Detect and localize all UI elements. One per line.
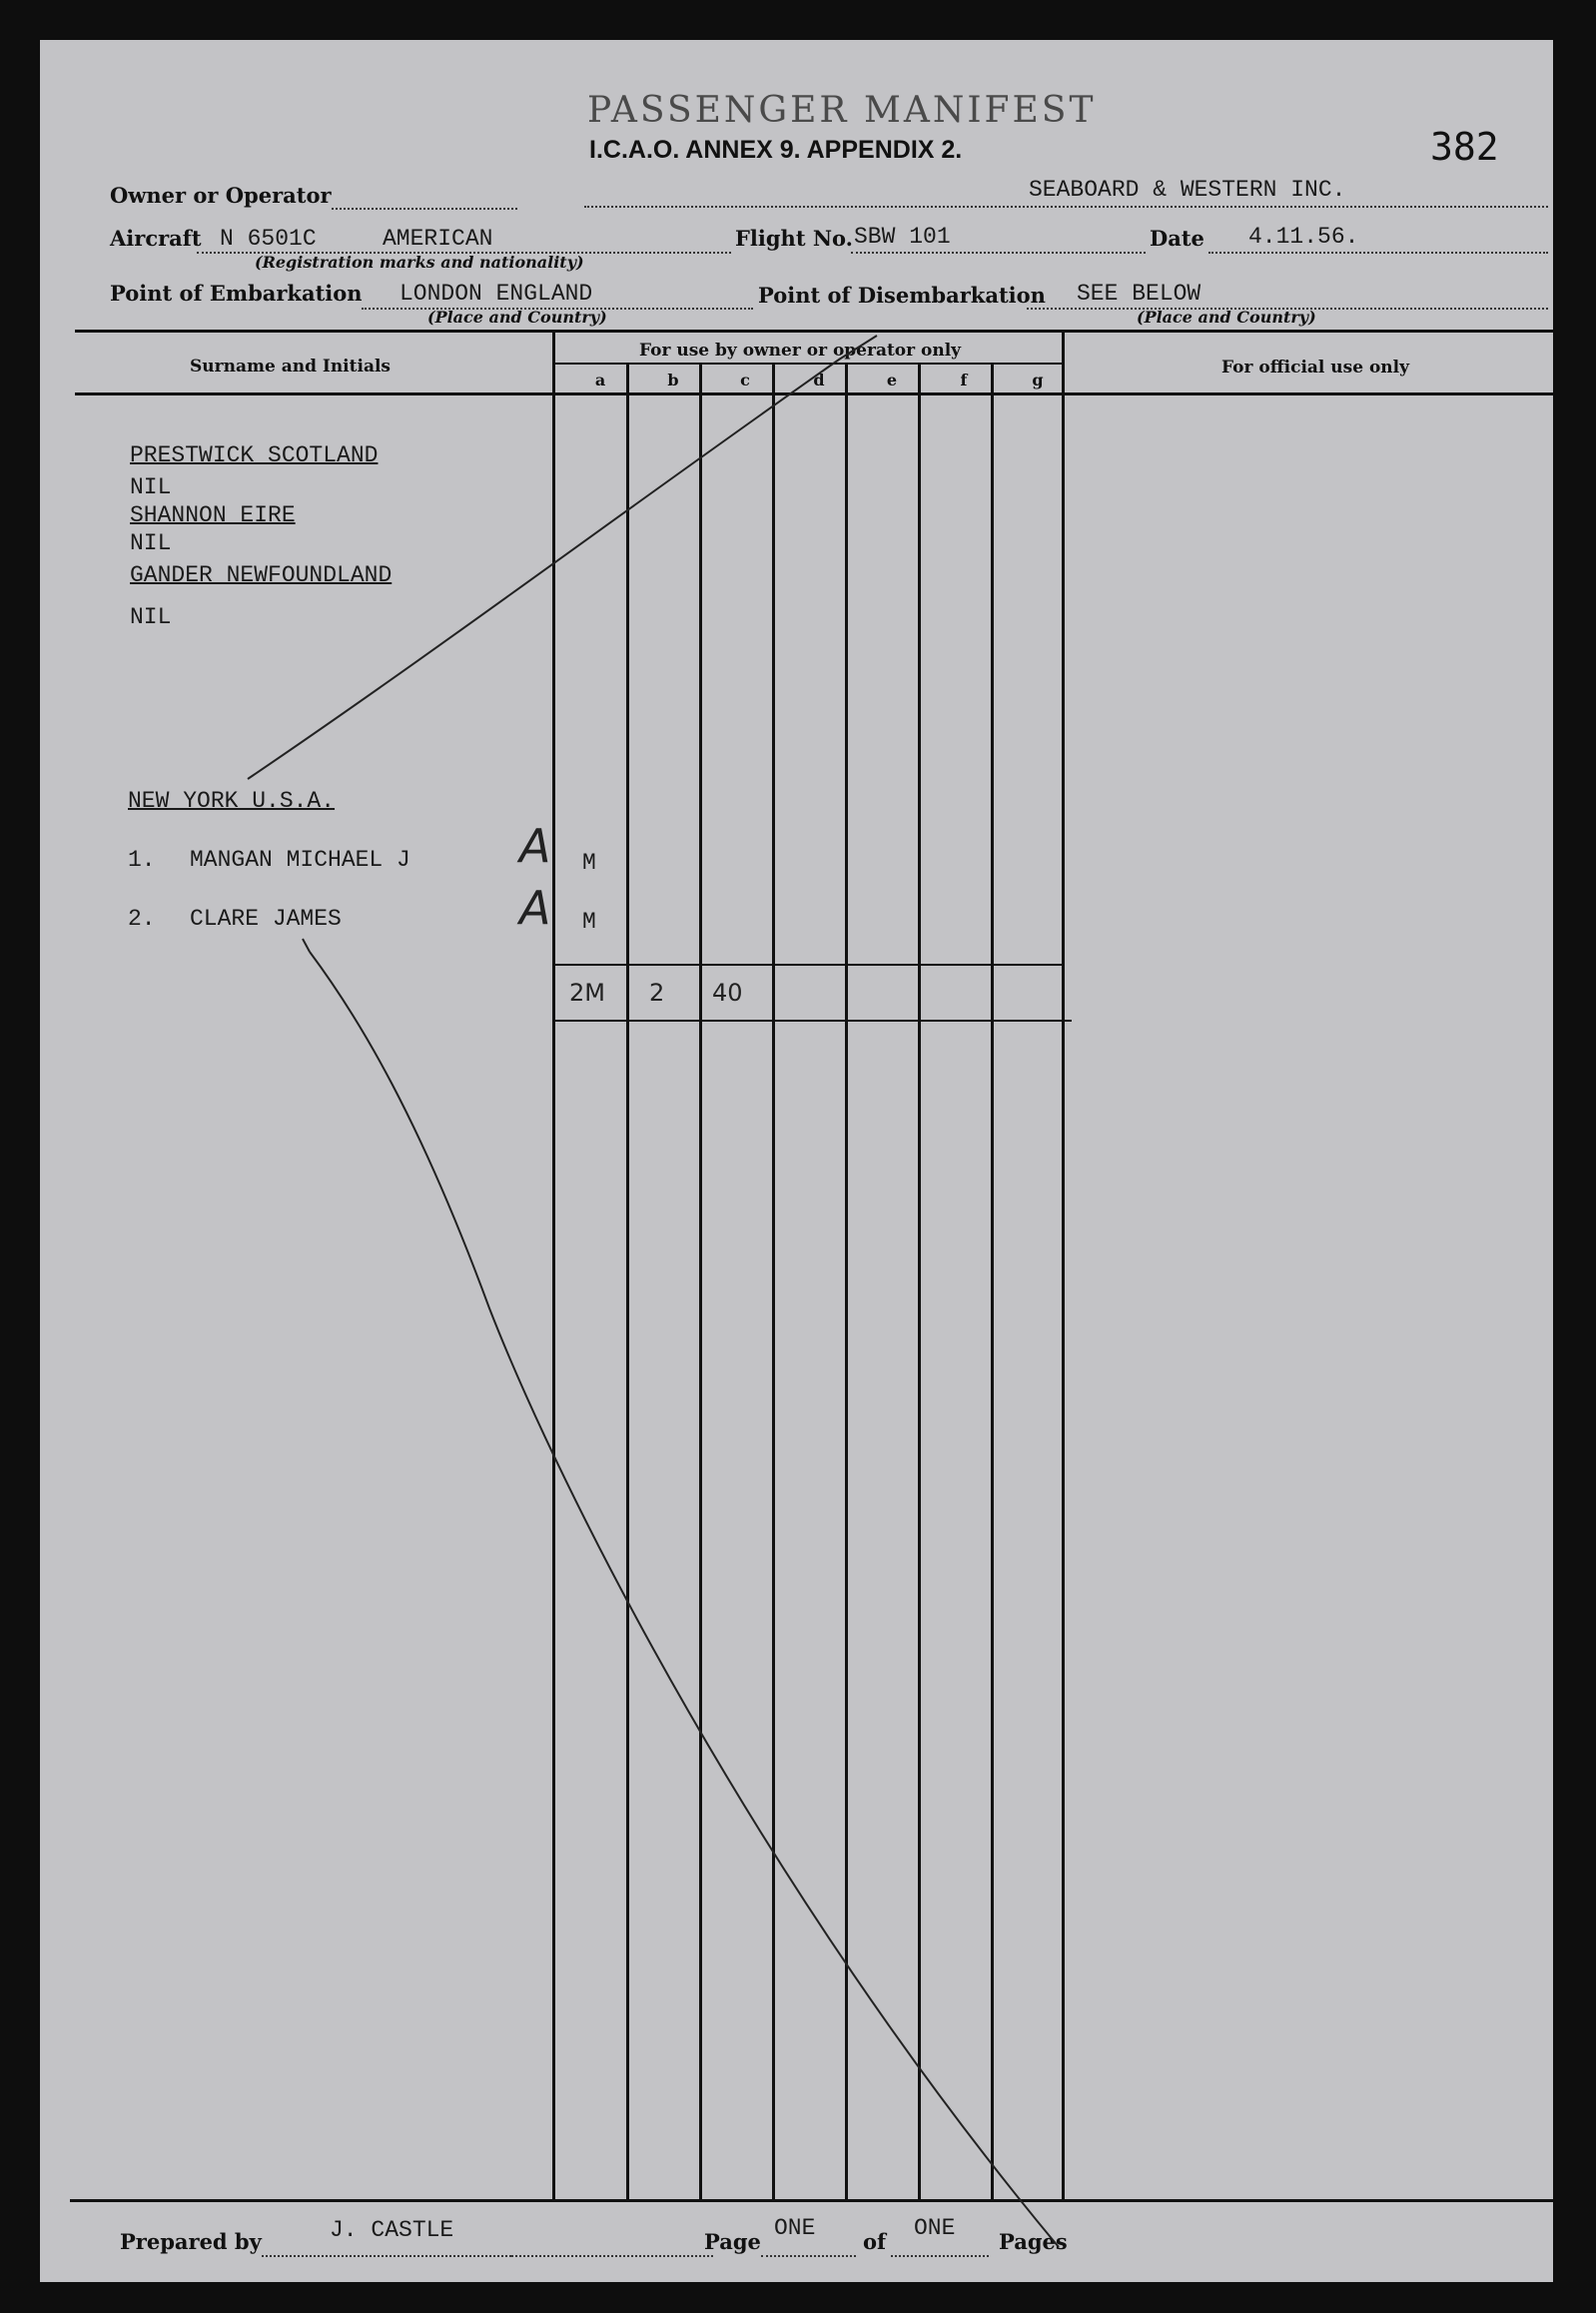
disembarkation-label: Point of Disembarkation [758, 283, 1046, 308]
passenger-1-index: 1. [128, 847, 156, 873]
official-use-header: For official use only [1221, 358, 1410, 378]
column-c-header: c [740, 371, 750, 389]
disembarkation-caption: (Place and Country) [1137, 308, 1316, 327]
of-value: ONE [914, 2215, 956, 2241]
total-col-b: 2 [649, 979, 665, 1007]
passenger-2-handwritten-mark: A [519, 881, 551, 935]
surname-header: Surname and Initials [190, 357, 391, 377]
stop-place-1: PRESTWICK SCOTLAND [130, 442, 379, 468]
aircraft-label: Aircraft [110, 226, 202, 251]
column-b-header: b [667, 371, 679, 389]
passenger-1-handwritten-mark: A [519, 819, 551, 873]
column-g-header: g [1032, 371, 1044, 389]
embarkation-caption: (Place and Country) [427, 308, 607, 327]
owner-use-header: For use by owner or operator only [639, 341, 962, 361]
passenger-2-name: CLARE JAMES [190, 906, 342, 932]
stop-place-3: GANDER NEWFOUNDLAND [130, 562, 393, 588]
passenger-1-name: MANGAN MICHAEL J [190, 847, 410, 873]
manifest-sheet [40, 40, 1553, 2282]
stop-status-3: NIL [130, 604, 172, 630]
pages-label: Pages [999, 2229, 1068, 2254]
column-f-header: f [960, 371, 968, 389]
prepared-by-label: Prepared by [120, 2229, 262, 2254]
embarkation-value: LONDON ENGLAND [399, 281, 593, 307]
disembarkation-value: SEE BELOW [1077, 281, 1201, 307]
pen-stroke-lower [310, 952, 1059, 2247]
column-d-header: d [813, 371, 825, 389]
date-label: Date [1150, 226, 1204, 251]
pen-arrow-tip [303, 939, 310, 952]
prepared-by-value: J. CASTLE [330, 2217, 454, 2243]
pen-stroke-upper [248, 336, 877, 779]
of-label: of [863, 2229, 887, 2254]
passenger-1-col-a: M [582, 850, 596, 876]
aircraft-nationality: AMERICAN [383, 226, 493, 252]
stop-status-2: NIL [130, 530, 172, 556]
manifest-subtitle: I.C.A.O. ANNEX 9. APPENDIX 2. [589, 136, 963, 164]
total-col-a: 2M [569, 979, 605, 1007]
pen-strokes [40, 40, 1553, 2282]
passenger-2-index: 2. [128, 906, 156, 932]
passenger-2-col-a: M [582, 909, 596, 935]
column-a-header: a [594, 371, 606, 389]
owner-value: SEABOARD & WESTERN INC. [1029, 177, 1346, 203]
stop-place-2: SHANNON EIRE [130, 502, 296, 528]
flight-value: SBW 101 [854, 224, 951, 250]
embarkation-label: Point of Embarkation [110, 281, 363, 306]
page-value: ONE [774, 2215, 816, 2241]
page-number: 382 [1430, 125, 1499, 169]
aircraft-caption: (Registration marks and nationality) [255, 253, 584, 272]
date-value: 4.11.56. [1248, 224, 1359, 250]
destination: NEW YORK U.S.A. [128, 788, 336, 814]
column-e-header: e [886, 371, 898, 389]
manifest-title: PASSENGER MANIFEST [587, 90, 1097, 131]
page-label: Page [704, 2229, 761, 2254]
flight-label: Flight No. [735, 226, 853, 251]
owner-label: Owner or Operator [110, 183, 332, 208]
stop-status-1: NIL [130, 474, 172, 500]
total-col-c: 40 [712, 979, 743, 1007]
aircraft-registration: N 6501C [220, 226, 317, 252]
